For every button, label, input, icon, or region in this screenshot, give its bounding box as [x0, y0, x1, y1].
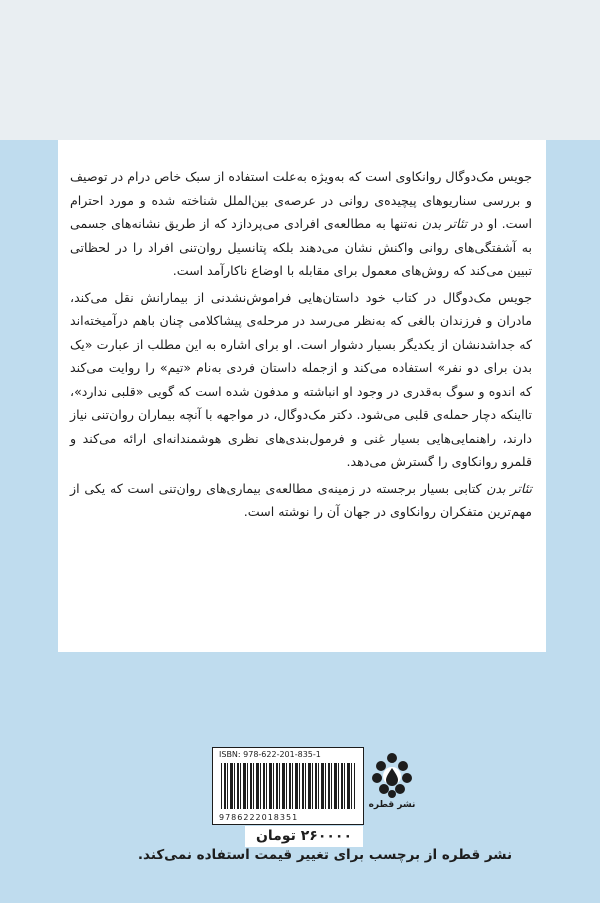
price-label: ۲۶۰۰۰۰ تومان [245, 826, 363, 847]
barcode-bars [221, 763, 355, 809]
barcode [212, 747, 364, 825]
book-title-inline: تئاتر بدن [486, 480, 532, 496]
publisher-logo [368, 752, 416, 818]
barcode-digits: 9786222018351 [219, 813, 299, 822]
blurb-paragraph-3: تئاتر بدن کتابی بسیار برجسته در زمینه‌ی مطالعه‌ی بیماری‌های روان‌تنی است که یکی از مهم‌ترین متفکران روانکاوی در جهان آن را نوشته است. [70, 480, 532, 519]
book-title-inline: تئاتر بدن [421, 216, 468, 231]
publisher-name: نشر قطره [368, 800, 416, 810]
cover-top-band [0, 0, 600, 140]
isbn-label: ISBN: 978-622-201-835-1 [219, 750, 321, 759]
blurb-paragraph-2: جویس مک‌دوگال در کتاب خود داستان‌هایی فراموش‌نشدنی از بیمارانش نقل می‌کند، مادران و فرزندان بالغی که به‌نظر می‌رسد در مرحله‌ی پیشاکلامی چنان باهم درآمیخته‌اند که جداشدنشان از یکدیگر بسیار دشوار است. او برای اشاره به این مطلب از عبارت «یک بدن برای دو نفر» استفاده می‌کند و ازجمله داستان فردی به‌نام «تیم» را روایت می‌کند که اندوه و سوگ به‌قدری در وجود او انباشته و مدفون شده است که گویی «قلبی ندارد»، تااینکه دچار حمله‌ی قلبی می‌شود. دکتر مک‌دوگال، در مواجهه با آنچه بیماران روان‌تنی نیاز دارند، راهنمایی‌هایی بسیار غنی و فرمول‌بندی‌های نظری هوشمندانه‌ای ارائه می‌کند و قلمرو روانکاوی را گسترش می‌دهد. [70, 289, 532, 469]
blurb-text [70, 165, 532, 527]
blurb-paragraph-1: جویس مک‌دوگال روانکاوی است که به‌ویژه به‌علت استفاده از سبک خاص درام در توصیف و بررسی سناریوهای پیچیده‌ی روانی در عرصه‌ی بین‌الملل شناخته شده و مورد احترام است. او در تئاتر بدن نه‌تنها به مطالعه‌ی افرادی می‌پردازد که از طریق نشانه‌های جسمی به آشفتگی‌های روانی واکنش نشان می‌دهند بلکه پتانسیل روان‌تنی افراد را در لحظاتی تبیین می‌کند که روش‌های معمول برای مقابله با اوضاع ناکارآمد است. [70, 169, 532, 278]
drop-logo-icon [371, 752, 413, 798]
price-notice: نشر قطره از برچسب برای تغییر قیمت استفاده نمی‌کند. [137, 847, 513, 863]
